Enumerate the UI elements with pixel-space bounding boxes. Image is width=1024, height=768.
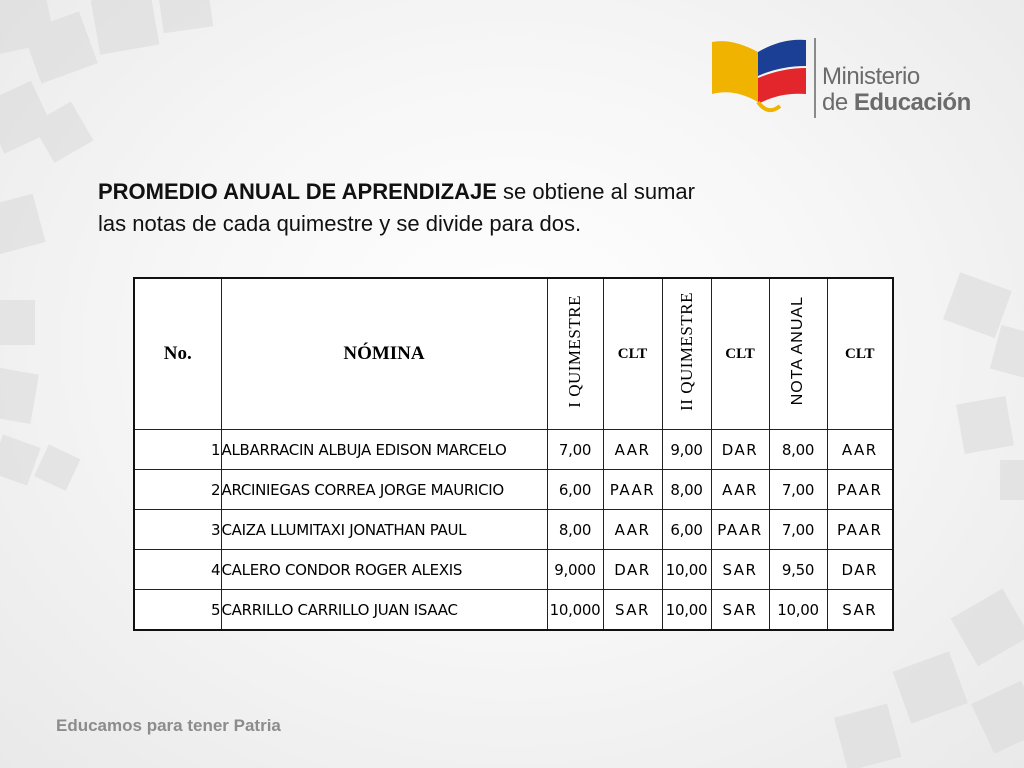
student-name: CAIZA LLUMITAXI JONATHAN PAUL: [221, 510, 547, 550]
row-number: 4: [134, 550, 221, 590]
logo-line-educacion: [822, 90, 971, 116]
q1-grade: 6,00: [547, 470, 603, 510]
intro-bold-term: PROMEDIO ANUAL DE APRENDIZAJE: [98, 179, 497, 204]
row-number: 1: [134, 430, 221, 470]
q1-grade: 7,00: [547, 430, 603, 470]
intro-paragraph: [98, 176, 818, 240]
header-nota: [769, 278, 827, 430]
table-row: [134, 550, 893, 590]
header-q1: [547, 278, 603, 430]
clt1-value: AAR: [603, 430, 662, 470]
q2-grade: 9,00: [662, 430, 711, 470]
logo-divider: [814, 38, 816, 118]
student-name: CARRILLO CARRILLO JUAN ISAAC: [221, 590, 547, 631]
q2-grade: 8,00: [662, 470, 711, 510]
logo-line-ministerio: Ministerio: [822, 63, 920, 90]
student-name: ARCINIEGAS CORREA JORGE MAURICIO: [221, 470, 547, 510]
book-flag-icon: [710, 36, 814, 120]
header-clt1: CLT: [603, 278, 662, 430]
logo-line2-bold: Educación: [853, 89, 971, 116]
header-q1-label: I QUIMESTRE: [565, 294, 584, 408]
clt3-value: PAAR: [827, 510, 893, 550]
ministerio-logo: [710, 36, 980, 122]
clt2-value: SAR: [711, 550, 769, 590]
q2-grade: 10,00: [662, 550, 711, 590]
student-name: CALERO CONDOR ROGER ALEXIS: [221, 550, 547, 590]
clt2-value: PAAR: [711, 510, 769, 550]
header-clt2: CLT: [711, 278, 769, 430]
intro-line1-rest: se obtiene al sumar: [496, 179, 695, 204]
row-number: 3: [134, 510, 221, 550]
footer-slogan: Educamos para tener Patria: [56, 716, 281, 735]
q2-grade: 6,00: [662, 510, 711, 550]
annual-grade: 7,00: [769, 470, 827, 510]
q1-grade: 10,000: [547, 590, 603, 631]
clt2-value: SAR: [711, 590, 769, 631]
clt3-value: SAR: [827, 590, 893, 631]
header-q2: [662, 278, 711, 430]
clt1-value: DAR: [603, 550, 662, 590]
student-name: ALBARRACIN ALBUJA EDISON MARCELO: [221, 430, 547, 470]
q2-grade: 10,00: [662, 590, 711, 631]
clt1-value: SAR: [603, 590, 662, 631]
header-nota-label: NOTA ANUAL: [789, 296, 806, 406]
table-header-row: [134, 278, 893, 430]
clt3-value: PAAR: [827, 470, 893, 510]
clt1-value: PAAR: [603, 470, 662, 510]
header-q2-label: II QUIMESTRE: [676, 291, 696, 411]
header-no: No.: [134, 278, 221, 430]
q1-grade: 8,00: [547, 510, 603, 550]
header-clt3: CLT: [827, 278, 893, 430]
clt3-value: AAR: [827, 430, 893, 470]
table-row: [134, 430, 893, 470]
annual-grade: 10,00: [769, 590, 827, 631]
header-nomina: NÓMINA: [221, 278, 547, 430]
annual-grade: 7,00: [769, 510, 827, 550]
intro-line2: las notas de cada quimestre y se divide para dos.: [98, 211, 582, 236]
table-row: [134, 470, 893, 510]
grades-table: [133, 277, 894, 631]
clt1-value: AAR: [603, 510, 662, 550]
annual-grade: 9,50: [769, 550, 827, 590]
logo-line2-prefix: de: [822, 89, 854, 116]
table-row: [134, 590, 893, 631]
clt2-value: AAR: [711, 470, 769, 510]
table-row: [134, 510, 893, 550]
logo-text: [822, 64, 971, 116]
row-number: 2: [134, 470, 221, 510]
clt2-value: DAR: [711, 430, 769, 470]
q1-grade: 9,000: [547, 550, 603, 590]
clt3-value: DAR: [827, 550, 893, 590]
annual-grade: 8,00: [769, 430, 827, 470]
row-number: 5: [134, 590, 221, 631]
